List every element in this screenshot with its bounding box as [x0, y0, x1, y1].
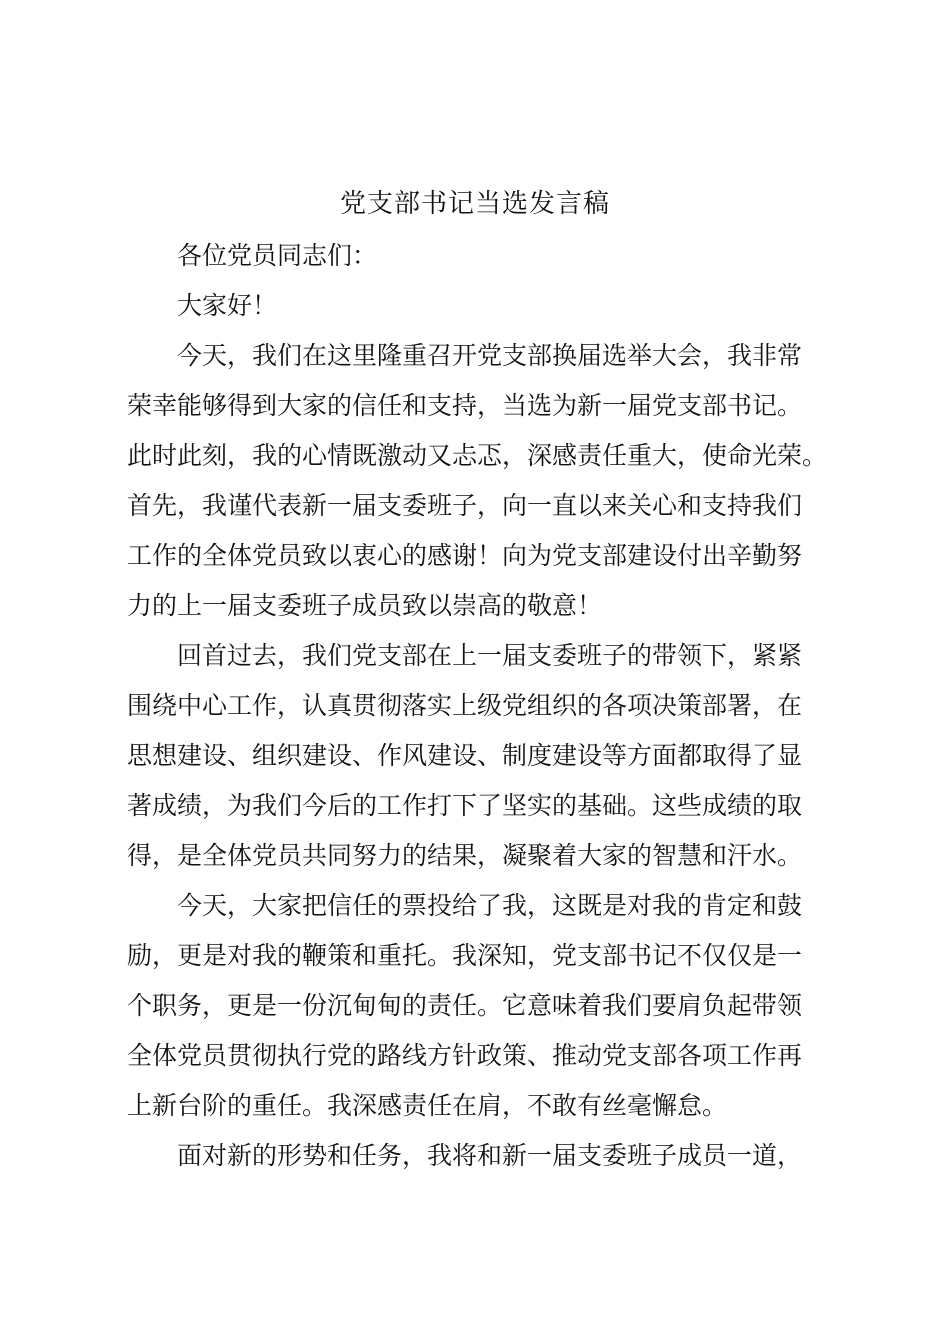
text-line: 全体党员贯彻执行党的路线方针政策、推动党支部各项工作再 [127, 1041, 803, 1070]
text-line: 励，更是对我的鞭策和重托。我深知，党支部书记不仅仅是一 [127, 941, 803, 970]
text-line: 此时此刻，我的心情既激动又忐忑，深感责任重大，使命光荣。 [127, 441, 828, 470]
text-line: 荣幸能够得到大家的信任和支持，当选为新一届党支部书记。 [127, 391, 803, 420]
text-line: 围绕中心工作，认真贯彻落实上级党组织的各项决策部署，在 [127, 691, 803, 720]
text-line: 思想建设、组织建设、作风建设、制度建设等方面都取得了显 [127, 741, 803, 770]
greeting-line: 大家好！ [177, 291, 278, 320]
text-line: 上新台阶的重任。我深感责任在肩，不敢有丝毫懈怠。 [127, 1091, 728, 1120]
document-title: 党支部书记当选发言稿 [339, 189, 610, 219]
text-line: 得，是全体党员共同努力的结果，凝聚着大家的智慧和汗水。 [127, 841, 803, 870]
text-line: 回首过去，我们党支部在上一届支委班子的带领下，紧紧 [177, 641, 803, 670]
text-line: 面对新的形势和任务，我将和新一届支委班子成员一道， [177, 1141, 803, 1170]
text-line: 今天，大家把信任的票投给了我，这既是对我的肯定和鼓 [177, 891, 803, 920]
text-line: 个职务，更是一份沉甸甸的责任。它意味着我们要肩负起带领 [127, 991, 803, 1020]
text-line: 工作的全体党员致以衷心的感谢！向为党支部建设付出辛勤努 [127, 541, 803, 570]
text-line: 力的上一届支委班子成员致以崇高的敬意！ [127, 591, 603, 620]
text-line: 今天，我们在这里隆重召开党支部换届选举大会，我非常 [177, 341, 803, 370]
salutation-line: 各位党员同志们： [177, 241, 378, 270]
text-line: 著成绩，为我们今后的工作打下了坚实的基础。这些成绩的取 [127, 791, 803, 820]
text-line: 首先，我谨代表新一届支委班子，向一直以来关心和支持我们 [127, 491, 803, 520]
